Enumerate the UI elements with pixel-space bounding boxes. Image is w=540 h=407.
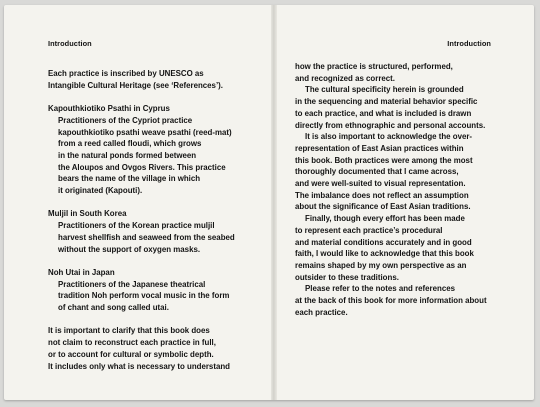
text-line: representation of East Asian practices within — [295, 143, 464, 153]
text-line: not claim to reconstruct each practice in full, — [48, 338, 216, 348]
right-page-text — [295, 61, 487, 318]
text-line: faith, I would like to acknowledge that this book — [295, 249, 474, 259]
text-line: of chant and song called utai. — [58, 303, 169, 313]
text-line: and were well-suited to visual representation. — [295, 179, 466, 189]
practice-entry-cyprus — [48, 103, 235, 197]
text-line: Practitioners of the Japanese theatrical — [58, 279, 206, 289]
text-line: at the back of this book for more information about — [295, 296, 487, 306]
text-line: or to account for cultural or symbolic depth. — [48, 349, 214, 359]
text-line: the Aloupos and Ovgos Rivers. This practice — [58, 162, 226, 172]
text-line: to represent each practice’s procedural — [295, 225, 443, 235]
text-line: It includes only what is necessary to understand — [48, 361, 230, 371]
text-line: Each practice is inscribed by UNESCO as — [48, 69, 204, 78]
text-line: Please refer to the notes and references — [305, 284, 455, 294]
text-line: Practitioners of the Korean practice muljil — [58, 221, 215, 231]
intro-paragraph — [48, 68, 235, 91]
running-head-left: Introduction — [48, 39, 92, 48]
text-line: Intangible Cultural Heritage (see ‘References’). — [48, 80, 223, 90]
text-line: in the natural ponds formed between — [58, 150, 197, 160]
text-line: kapouthkiotiko psathi weave psathi (reed-mat) — [58, 127, 232, 137]
practice-title: Muljil in South Korea — [48, 209, 127, 219]
text-line: in the sequencing and material behavior specific — [295, 97, 478, 107]
practice-title: Noh Utai in Japan — [48, 267, 115, 277]
text-line: about the significance of East Asian traditions. — [295, 202, 471, 212]
book-spread — [4, 5, 534, 400]
text-line: from a reed called floudi, which grows — [58, 139, 202, 149]
text-line: it originated (Kapouti). — [58, 186, 143, 196]
text-line: tradition Noh perform vocal music in the form — [58, 291, 230, 301]
running-head-right: Introduction — [447, 39, 491, 48]
practice-title: Kapouthkiotiko Psathi in Cyprus — [48, 104, 170, 114]
text-line: without the support of oxygen masks. — [58, 244, 201, 254]
text-line: thoroughly documented that I came across, — [295, 167, 459, 177]
practice-entry-japan — [48, 267, 235, 314]
text-line: Practitioners of the Cypriot practice — [58, 115, 193, 125]
text-line: this book. Both practices were among the most — [295, 155, 473, 165]
right-page — [277, 5, 534, 400]
practice-entry-korea — [48, 208, 235, 255]
closing-paragraph — [48, 325, 235, 372]
text-line: harvest shellfish and seaweed from the seabed — [58, 232, 235, 242]
text-line: and recognized as correct. — [295, 73, 395, 83]
text-line: to each practice, and what is included is drawn — [295, 108, 472, 118]
left-page-text — [48, 68, 235, 372]
text-line: how the practice is structured, performed, — [295, 62, 453, 71]
text-line: Finally, though every effort has been made — [305, 214, 465, 224]
text-line: It is also important to acknowledge the over- — [305, 132, 473, 142]
text-line: It is important to clarify that this book does — [48, 326, 210, 336]
text-line: and material conditions accurately and in good — [295, 237, 472, 247]
text-line: outsider to these traditions. — [295, 272, 399, 282]
text-line: The cultural specificity herein is grounded — [305, 85, 464, 95]
left-page — [4, 5, 270, 400]
text-line: remains shaped by my own perspective as an — [295, 260, 467, 270]
text-line: The imbalance does not reflect an assumption — [295, 190, 469, 200]
text-line: each practice. — [295, 307, 348, 317]
text-line: bears the name of the village in which — [58, 174, 201, 184]
text-line: directly from ethnographic and personal accounts. — [295, 120, 486, 130]
